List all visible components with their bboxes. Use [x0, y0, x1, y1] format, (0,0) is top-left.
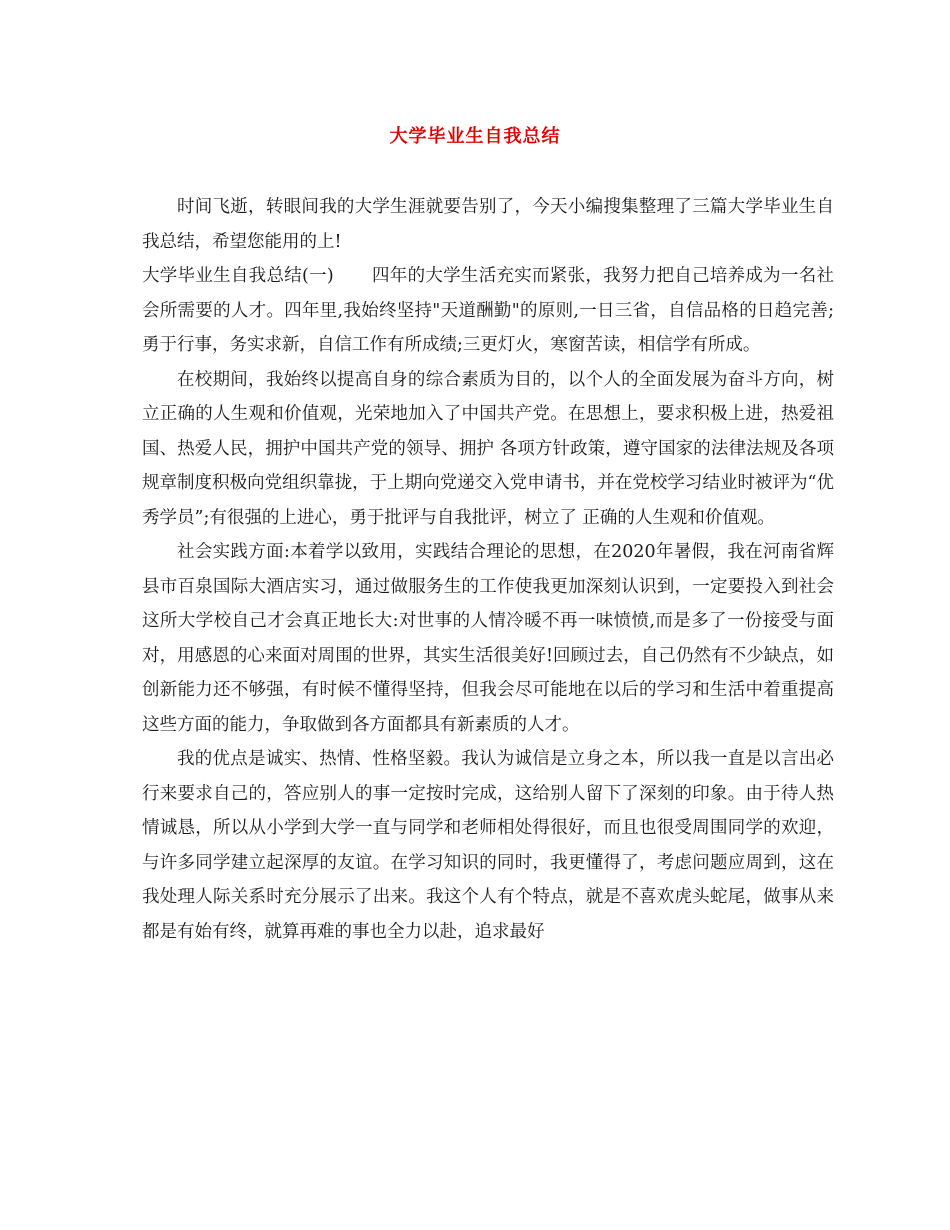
body-paragraph-school: 在校期间，我始终以提高自身的综合素质为目的，以个人的全面发展为奋斗方向，树立正确的人生观和价值观，光荣地加入了中国共产党。在思想上，要求积极上进，热爱祖国、热爱人民，拥护中国共产党的领导、拥护 各项方针政策，遵守国家的法律法规及各项规章制度积极向党组织靠拢，于上期向党递交入党申请书，并在党校学习结业时被评为“优秀学员”;有很强的上进心，勇于批评与自我批评，树立了 正确的人生观和价值观。: [142, 369, 834, 528]
document-body: [142, 190, 834, 949]
body-paragraph-strengths: 我的优点是诚实、热情、性格坚毅。我认为诚信是立身之本，所以我一直是以言出必行来要求自己的，答应别人的事一定按时完成，这给别人留下了深刻的印象。由于待人热情诚恳，所以从小学到大学一直与同学和老师相处得很好，而且也很受周围同学的欢迎，与许多同学建立起深厚的友谊。在学习知识的同时，我更懂得了，考虑问题应周到，这在我处理人际关系时充分展示了出来。我这个人有个特点，就是不喜欢虎头蛇尾，做事从来都是有始有终，就算再难的事也全力以赴，追求最好: [142, 749, 834, 942]
document-title: 大学毕业生自我总结: [389, 126, 561, 147]
intro-paragraph: 时间飞逝，转眼间我的大学生涯就要告别了，今天小编搜集整理了三篇大学毕业生自我总结，希望您能用的上!: [142, 197, 834, 252]
section-heading: 大学毕业生自我总结(一): [142, 266, 334, 286]
section-first-text: 四年的大学生活充实而紧张，我努力把自己培养成为一名社会所需要的人才。四年里,我始终坚持"天道酬勤"的原则,一日三省，自信品格的日趋完善;勇于行事，务实求新，自信工作有所成绩;三更灯火，寒窗苦读，相信学有所成。: [142, 266, 835, 355]
body-paragraph-practice: 社会实践方面:本着学以致用，实践结合理论的思想，在2020年暑假，我在河南省辉县市百泉国际大酒店实习，通过做服务生的工作使我更加深刻认识到，一定要投入到社会这所大学校自己才会真正地长大:对世事的人情冷暖不再一味愤愤,而是多了一份接受与面对，用感恩的心来面对周围的世界，其实生活很美好!回顾过去，自己仍然有不少缺点，如创新能力还不够强，有时候不懂得坚持，但我会尽可能地在以后的学习和生活中着重提高这些方面的能力，争取做到各方面都具有新素质的人才。: [142, 542, 834, 735]
section-first-paragraph: [142, 259, 834, 363]
